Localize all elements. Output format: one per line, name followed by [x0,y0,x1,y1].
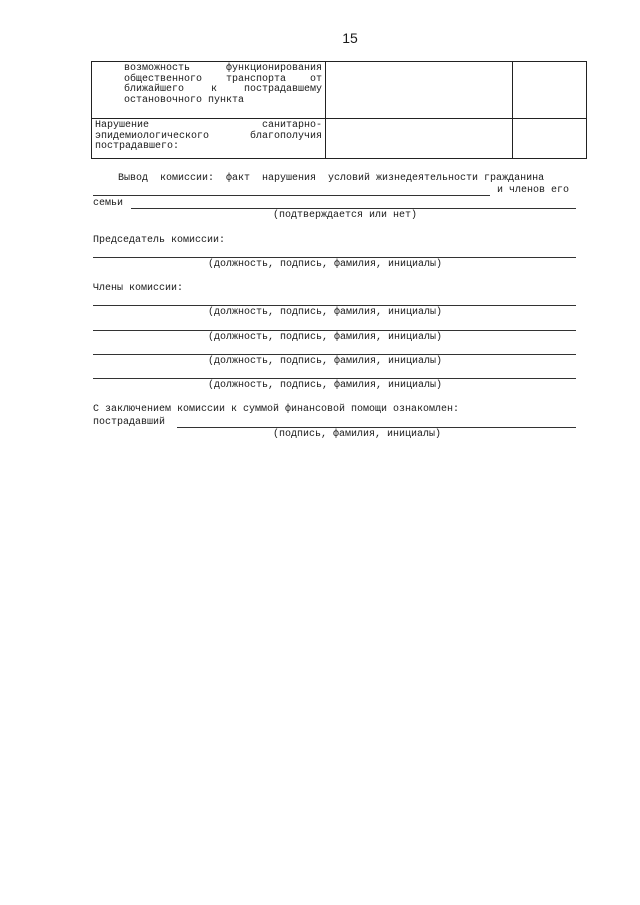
member-signature-line [93,330,576,331]
assessment-table [91,61,587,159]
member-caption: (должность, подпись, фамилия, инициалы) [208,356,443,367]
conclusion-line-1: Вывод комиссии: факт нарушения условий жизнедеятельности гражданина [118,173,545,184]
members-label: Члены комиссии: [93,283,184,294]
table-row [92,119,587,159]
page-number: 15 [342,30,358,46]
table-row [92,62,587,119]
conclusion-line-2-tail: и членов его [497,185,570,196]
conclusion-caption: (подтверждается или нет) [273,210,418,221]
table-cell-value [326,62,513,119]
conclusion-blank-2 [131,208,576,209]
acknowledgement-line: С заключением комиссии к суммой финансовой помощи ознакомлен: [93,404,460,415]
member-signature-line [93,354,576,355]
chairman-label: Председатель комиссии: [93,235,226,246]
chairman-signature-line [93,257,576,258]
table-cell-label: возможность функционирования общественного транспорта от ближайшего к пострадавшему остановочного пункта [92,62,326,119]
conclusion-blank-1 [93,195,490,196]
conclusion-family-label: семьи [93,198,124,209]
table-cell-value [326,119,513,159]
member-caption: (должность, подпись, фамилия, инициалы) [208,307,443,318]
member-signature-line [93,378,576,379]
chairman-caption: (должность, подпись, фамилия, инициалы) [208,259,443,270]
member-caption: (должность, подпись, фамилия, инициалы) [208,332,443,343]
victim-label: пострадавший [93,417,166,428]
member-signature-line [93,305,576,306]
victim-signature-line [177,427,576,428]
member-caption: (должность, подпись, фамилия, инициалы) [208,380,443,391]
table-cell-note [513,62,587,119]
victim-caption: (подпись, фамилия, инициалы) [273,429,442,440]
table-cell-note [513,119,587,159]
table-cell-label: Нарушение санитарно-эпидемиологического благополучия пострадавшего: [92,119,326,159]
